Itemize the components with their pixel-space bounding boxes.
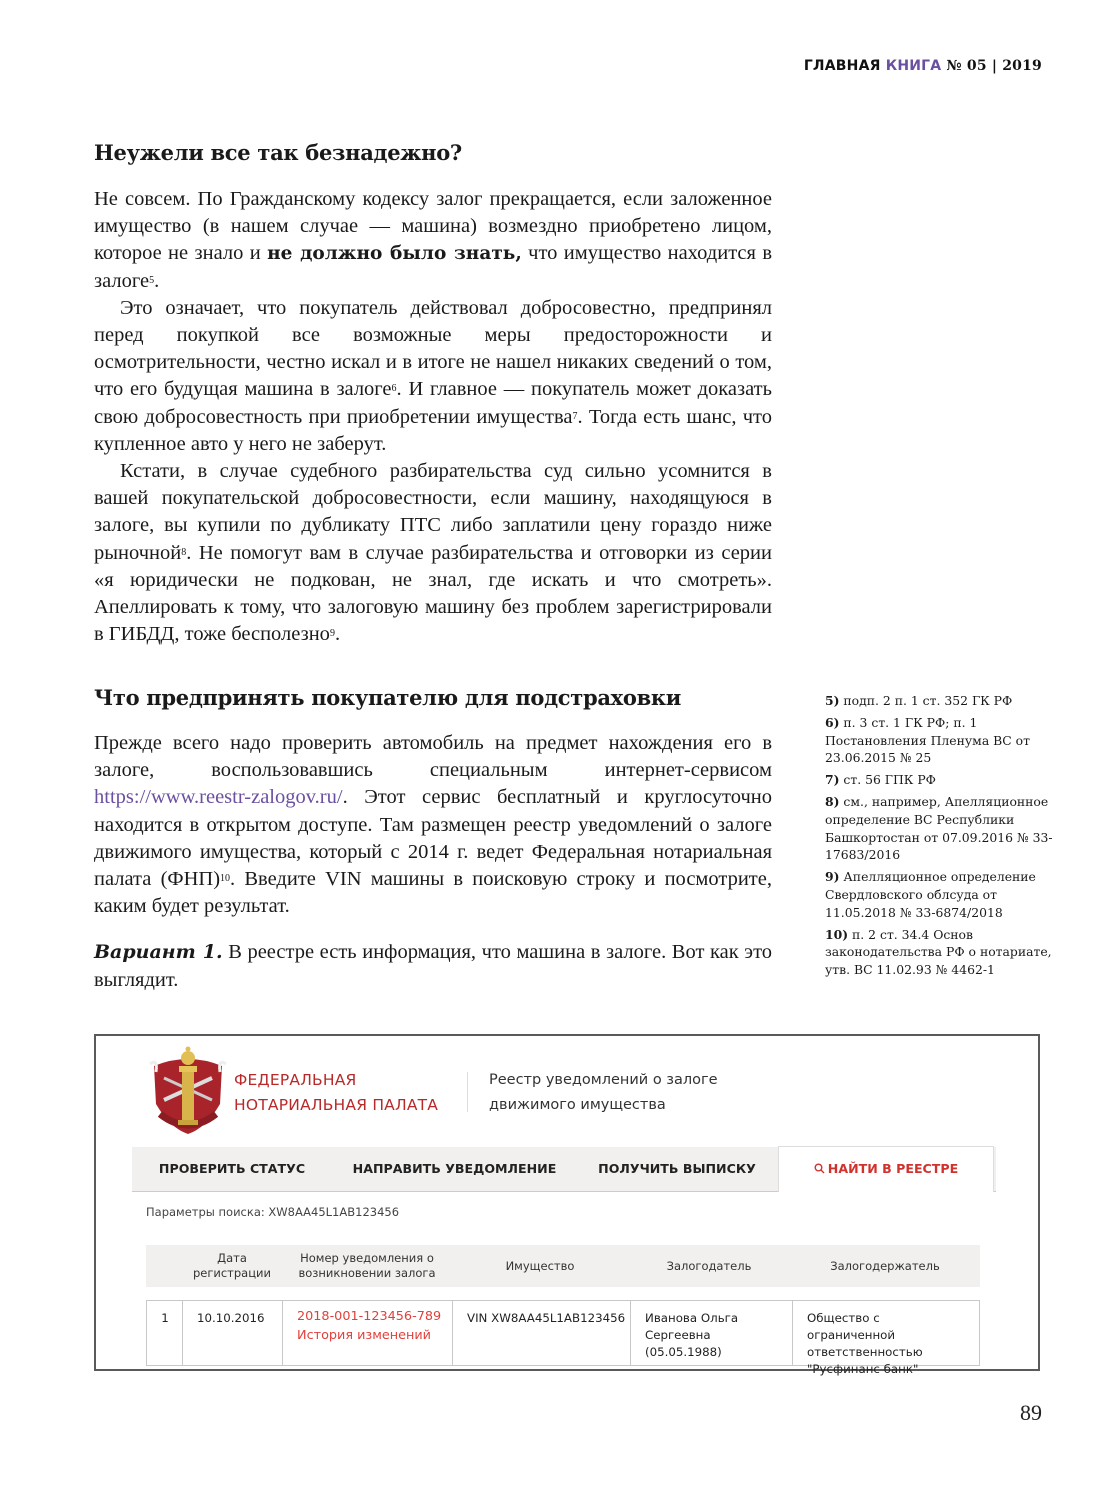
- paragraph-variant-1: Вариант 1. В реестре есть информация, что машина в залоге. Вот как это выглядит.: [94, 941, 773, 991]
- tab-search-registry[interactable]: НАЙТИ В РЕЕСТРЕ: [778, 1146, 994, 1192]
- col-date: Дата регистрации: [192, 1251, 272, 1280]
- footnote-9: 9) Апелляционное определение Свердловского облсуда от 11.05.2018 № 33-6874/2018: [825, 869, 1036, 920]
- paragraph: Кстати, в случае судебного разбирательства суд сильно усомнится в вашей покупательской добросовестности, если машину, находящуюся в залоге, вы купили по дубликату ПТС либо заплатили цену гораздо ниже рыночной$^8$. Не помогут вам в случае разбирательства и отговорки из серии «я юридически не подкован, не знал, где искать и что смотреть». Апеллировать к тому, что залоговую машину без проблем зарегистрировали в ГИБДД, тоже бесполезно$^9$.: [94, 460, 772, 646]
- magazine-name-part1: ГЛАВНАЯ: [803, 58, 881, 74]
- history-link[interactable]: История изменений: [297, 1328, 431, 1343]
- footnote-7: 7) ст. 56 ГПК РФ: [825, 772, 936, 788]
- cell-index: 1: [161, 1311, 169, 1325]
- col-notice-number: Номер уведомления о возникновении залога: [298, 1251, 436, 1280]
- col-pledgor: Залогодатель: [666, 1258, 752, 1273]
- footnote-5: 5) подп. 2 п. 1 ст. 352 ГК РФ: [825, 693, 1013, 708]
- emphasis: не должно было знать,: [267, 243, 522, 265]
- paragraph: Это означает, что покупатель действовал добросовестно, предпринял перед покупкой все возможные меры предосторожности и осмотрительности, честно искал и в итоге не нашел никаких сведений о том, что его будущая машина в залоге$^6$. И главное — покупатель может доказать свою добросовестность при приобретении имущества$^7$. Тогда есть шанс, что купленное авто у него не заберут.: [94, 296, 772, 455]
- tab-get-extract[interactable]: ПОЛУЧИТЬ ВЫПИСКУ: [598, 1161, 756, 1176]
- notary-chamber-emblem-icon: [146, 1044, 230, 1138]
- registry-screenshot: [94, 1034, 1040, 1376]
- variant-label: Вариант 1.: [94, 941, 223, 964]
- table-row: [146, 1300, 980, 1376]
- section-precautions-body: [94, 730, 772, 994]
- registry-link[interactable]: https://www.reestr-zalogov.ru/: [94, 786, 343, 809]
- cell-pledgor: Иванова Ольга Сергеевна (05.05.1988): [630, 1301, 792, 1365]
- tab-send-notice[interactable]: НАПРАВИТЬ УВЕДОМЛЕНИЕ: [352, 1161, 557, 1176]
- footnote-ref[interactable]: 8: [181, 546, 187, 558]
- search-icon: [814, 1163, 825, 1174]
- running-head: [804, 58, 1042, 74]
- col-pledgee: Залогодержатель: [830, 1258, 940, 1273]
- results-table-header: [146, 1245, 980, 1287]
- footnote-ref[interactable]: 6: [391, 383, 397, 395]
- cell-notice: [282, 1301, 452, 1365]
- section-hopeless-body: [94, 186, 772, 648]
- footnotes: [825, 692, 1055, 983]
- cell-property: VIN XW8AA45L1AB123456: [452, 1301, 630, 1365]
- search-params: Параметры поиска: XW8AA45L1AB123456: [146, 1205, 400, 1219]
- section-heading: Что предпринять покупателю для подстраховки: [94, 685, 682, 710]
- registry-nav: [132, 1147, 996, 1192]
- section-hopeless: [94, 140, 772, 165]
- col-index: [146, 1245, 182, 1287]
- registry-title: Реестр уведомлений о залоге движимого имущества: [489, 1072, 718, 1113]
- paragraph: Не совсем. По Гражданскому кодексу залог прекращается, если заложенное имущество (в нашем случае — машина) возмездно приобретено лицом, которое не знало и не должно было знать, что имущество находится в залоге$^5$.: [94, 188, 772, 292]
- footnote-ref[interactable]: 10: [220, 873, 231, 885]
- org-name: ФЕДЕРАЛЬНАЯ НОТАРИАЛЬНАЯ ПАЛАТА: [234, 1071, 439, 1114]
- paragraph: Прежде всего надо проверить автомобиль на предмет нахождения его в залоге, воспользовавшись специальным интернет-сервисом https://www.reestr-zalogov.ru/. Этот сервис бесплатный и круглосуточно находится в открытом доступе. Там размещен реестр уведомлений о залоге движимого имущества, который с 2014 г. ведет Федеральная нотариальная палата (ФНП)$^{10}$. Введите VIN машины в поисковую строку и посмотрите, каким будет результат.: [94, 732, 772, 918]
- issue-number: № 05 | 2019: [946, 58, 1042, 74]
- tab-check-status[interactable]: ПРОВЕРИТЬ СТАТУС: [158, 1161, 306, 1176]
- header-divider: [467, 1072, 468, 1112]
- cell-pledgee: Общество с ограниченной ответственностью "Русфинанс банк": [792, 1301, 979, 1365]
- footnote-8: 8) см., например, Апелляционное определение ВС Республики Башкортостан от 07.09.2016 № 33-17683/2016: [825, 793, 1053, 863]
- section-precautions: [94, 685, 772, 710]
- footnote-ref[interactable]: 9: [329, 628, 335, 640]
- magazine-name-part2: КНИГА: [885, 58, 942, 74]
- section-heading: Неужели все так безнадежно?: [94, 140, 462, 165]
- footnote-ref[interactable]: 5: [149, 274, 155, 286]
- footnote-10: 10) п. 2 ст. 34.4 Основ законодательства РФ о нотариате, утв. ВС 11.02.93 № 4462-1: [825, 926, 1052, 978]
- footnote-6: 6) п. 3 ст. 1 ГК РФ; п. 1 Постановления Пленума ВС от 23.06.2015 № 25: [825, 714, 1030, 766]
- cell-date: 10.10.2016: [182, 1301, 452, 1365]
- page-number: 89: [1020, 1400, 1042, 1425]
- col-property: Имущество: [505, 1258, 575, 1273]
- notice-number-link[interactable]: 2018-001-123456-789: [297, 1309, 442, 1324]
- footnote-ref[interactable]: 7: [572, 410, 578, 422]
